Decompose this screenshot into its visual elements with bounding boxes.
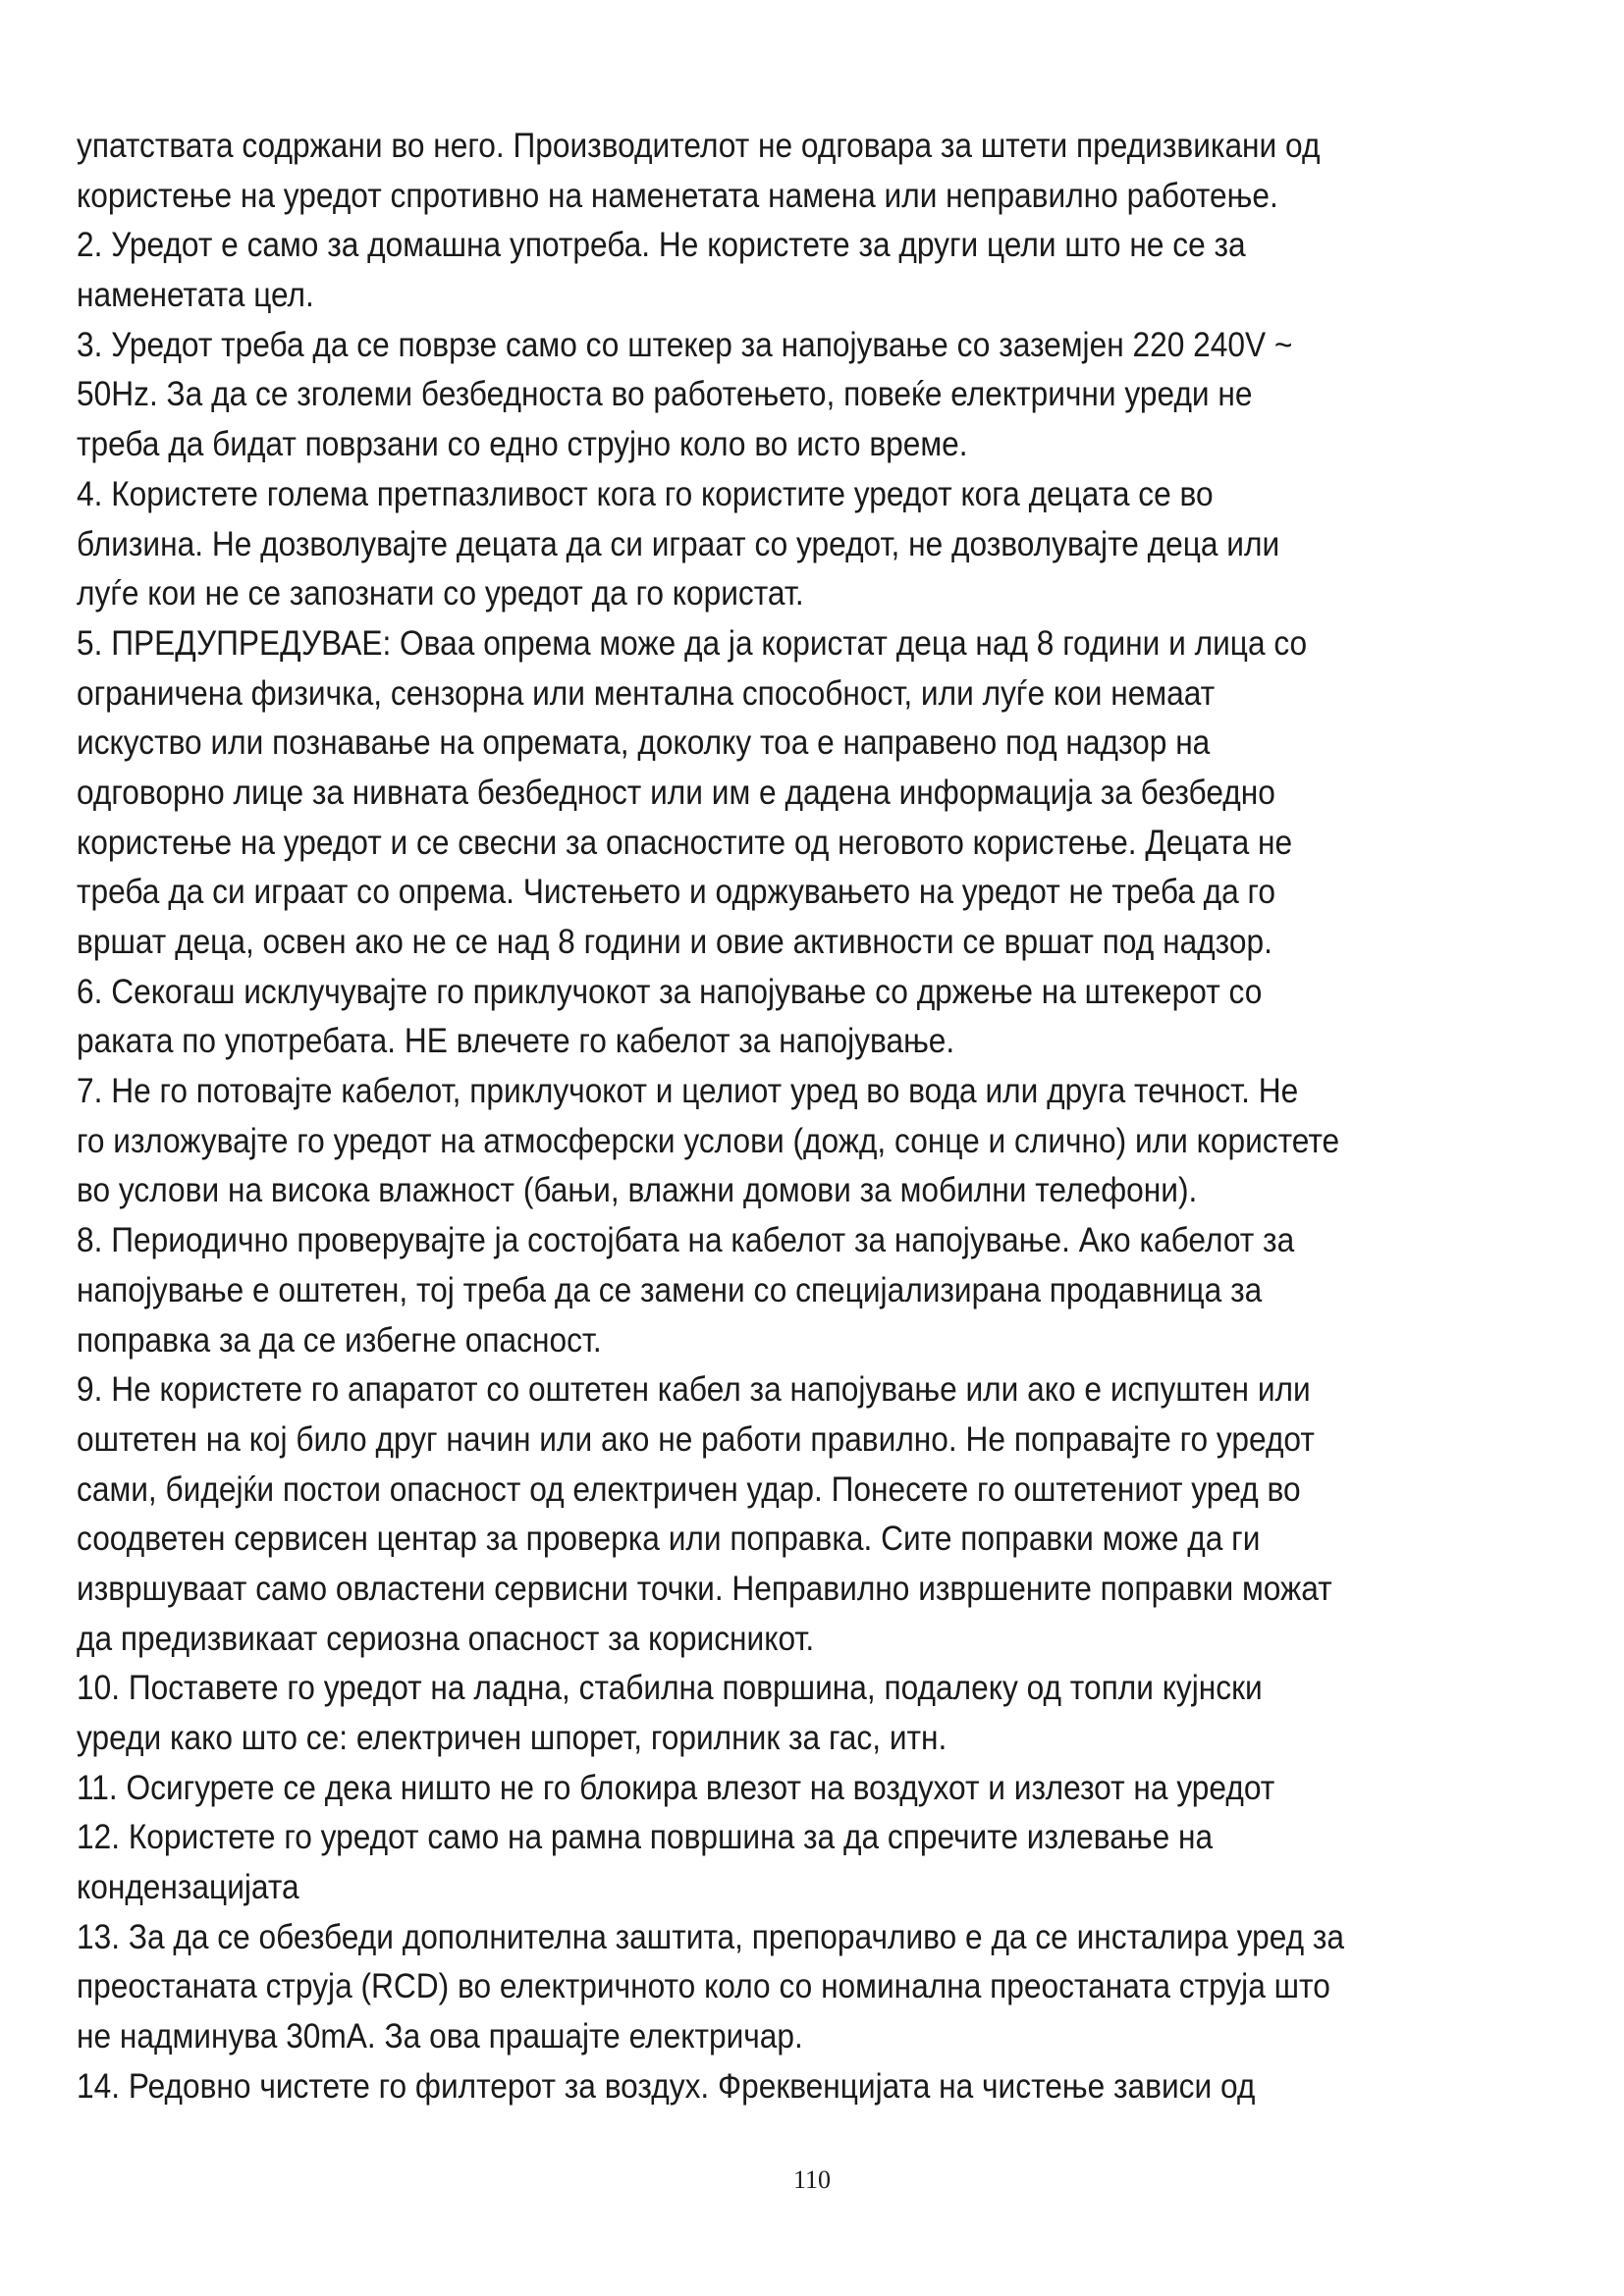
text-line: 5. ПРЕДУПРЕДУВАЕ: Оваа опрема може да ја користат деца над 8 години и лица со [77,623,1308,663]
text-line: наменетата цел. [77,276,314,315]
text-line: соодветен сервисен центар за проверка или поправка. Сите поправки може да ги [77,1520,1261,1559]
text-line: 11. Осигурете се дека ништо не го блокира влезот на воздухот и излезот на уредот [77,1768,1275,1807]
text-line: 4. Користете голема претпазливост кога го користите уредот кога децата се во [77,474,1214,513]
text-line: 12. Користете го уредот само на рамна површина за да спречите излевање на [77,1818,1214,1857]
text-line: упатствата содржани во него. Производителот не одговара за штети предизвикани од [77,127,1321,165]
text-line: 10. Поставете го уредот на ладна, стабилна површина, подалеку од топли кујнски [77,1669,1263,1708]
text-line: 7. Не го потовајте кабелот, приклучокот и целиот уред во вода или друга течност. Не [77,1072,1299,1111]
text-line: да предизвикаат сериозна опасност за корисникот. [77,1619,815,1658]
text-line: напојување е оштетен, тој треба да се замени со специјализирана продавница за [77,1270,1263,1309]
text-line: 6. Секогаш исклучувајте го приклучокот за напојување со држење на штекерот со [77,972,1263,1011]
text-line: 8. Периодично проверувајте ја состојбата на кабелот за напојување. Ако кабелот за [77,1221,1295,1260]
body-text [77,122,1428,2112]
text-line: 9. Не користете го апаратот со оштетен кабел за напојување или ако е испуштен или [77,1370,1311,1410]
text-line: одговорно лице за нивната безбедност или им е дадена информација за безбедно [77,773,1275,812]
text-line: оштетен на кој било друг начин или ако не работи правилно. Не поправајте го уредот [77,1419,1315,1459]
text-line: користење на уредот и се свесни за опасностите од неговото користење. Децата не [77,823,1293,862]
text-line: не надминува 30mA. За ова прашајте електричар. [77,2017,803,2056]
text-line: 50Hz. За да се зголеми безбедноста во работењето, повеќе електрични уреди не [77,375,1253,414]
text-line: поправка за да се избегне опасност. [77,1320,602,1360]
text-line: кондензацијата [77,1868,299,1907]
text-line: треба да бидат поврзани со едно струјно коло во исто време. [77,425,968,464]
text-line: 3. Уредот треба да се поврзе само со штекер за напојување со заземјен 220 240V ~ [77,325,1293,364]
page-number: 110 [792,2165,832,2194]
text-line: вршат деца, освен ако не се над 8 години и овие активности се вршат под надзор. [77,923,1272,961]
text-line: треба да си играат со опрема. Чистењето и одржувањето на уредот не треба да го [77,873,1276,912]
text-line: близина. Не дозволувајте децата да си играат со уредот, не дозволувајте деца или [77,524,1280,563]
text-line: сами, бидејќи постои опасност од електричен удар. Понесете го оштетениот уред во [77,1469,1301,1509]
text-line: во услови на висока влажност (бањи, влажни домови за мобилни телефони). [77,1171,1198,1210]
text-line: луѓе кои не се запознати со уредот да го користат. [77,574,804,614]
text-line: го изложувајте го уредот на атмосферски услови (дожд, сонце и слично) или користете [77,1121,1340,1160]
text-line: извршуваат само овластени сервисни точки. Неправилно извршените поправки можат [77,1569,1332,1608]
text-line: ограничена физичка, сензорна или ментална способност, или луѓе кои немаат [77,673,1216,713]
text-line: 2. Уредот е само за домашна употреба. Не користете за други цели што не се за [77,226,1246,265]
text-line: 14. Редовно чистете го филтерот за воздух. Фреквенцијата на чистење зависи од [77,2066,1256,2106]
text-line: искуство или познавање на опремата, доколку тоа е направено под надзор на [77,723,1211,763]
text-line: 13. За да се обезбеди дополнителна заштита, препорачливо е да се инсталира уред за [77,1917,1345,1956]
text-line: користење на уредот спротивно на наменетата намена или неправилно работење. [77,176,1278,215]
text-line: раката по употребата. НЕ влечете го кабелот за напојување. [77,1022,955,1061]
text-line: уреди како што се: електричен шпорет, горилник за гас, итн. [77,1719,947,1757]
text-line: преостаната струја (RCD) во електричното коло со номинална преостаната струја што [77,1967,1330,2006]
